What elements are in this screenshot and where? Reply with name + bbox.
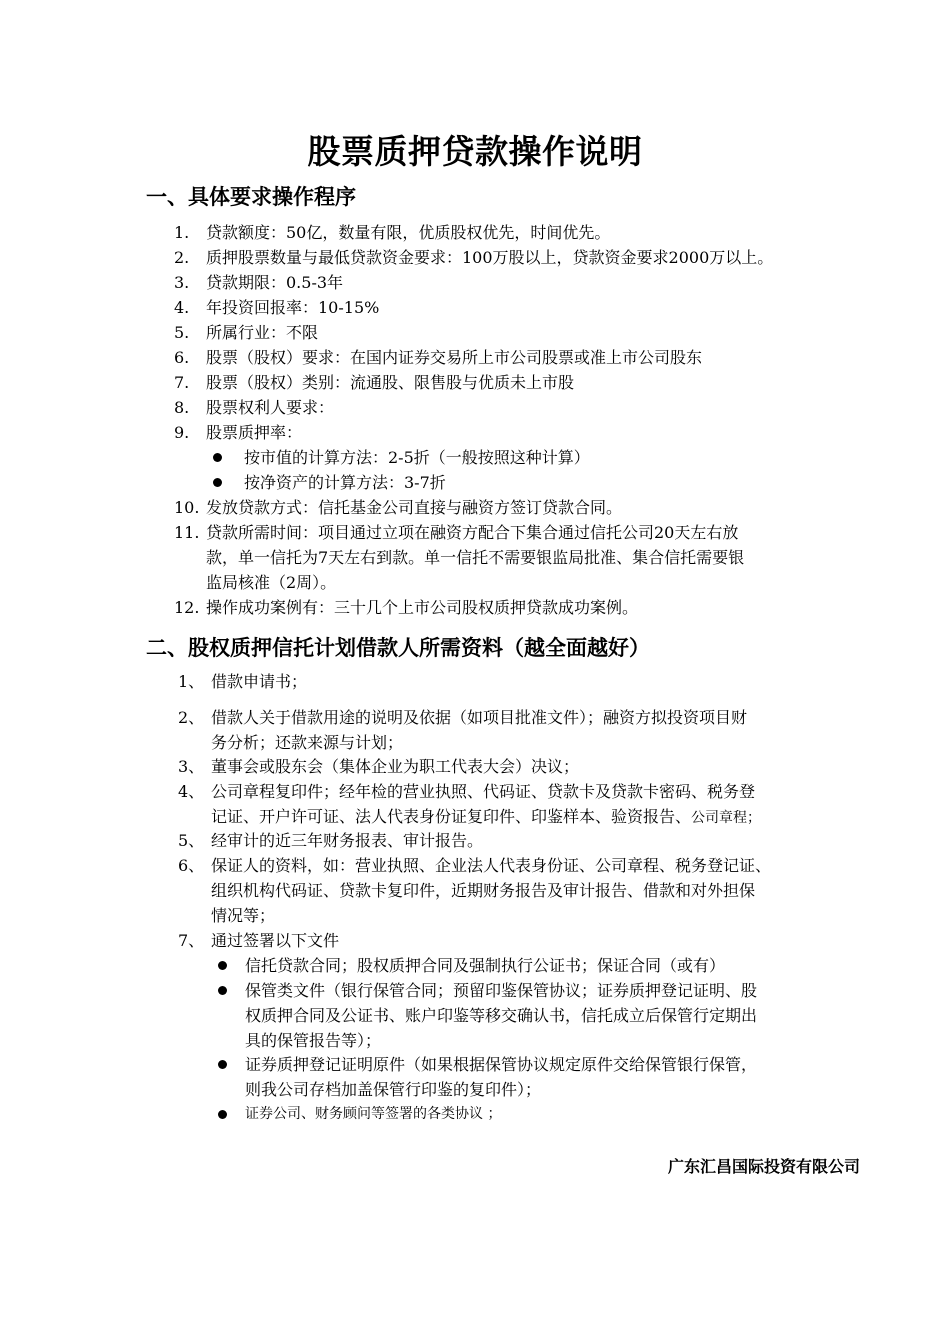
- item-number: 11.: [174, 523, 200, 542]
- item-text-line: 贷款所需时间：项目通过立项在融资方配合下集合通过信托公司20天左右放: [206, 523, 739, 542]
- bullet-text: 保管类文件（银行保管合同；预留印鉴保管协议；证券质押登记证明、股: [245, 981, 758, 1000]
- item-text-line: 保证人的资料，如：营业执照、企业法人代表身份证、公司章程、税务登记证、: [211, 856, 772, 875]
- bullet-text: 证券质押登记证明原件（如果根据保管协议规定原件交给保管银行保管，: [245, 1055, 758, 1074]
- item-text: 股票质押率：: [206, 423, 303, 442]
- bullet-text: 信托贷款合同；股权质押合同及强制执行公证书；保证合同（或有）: [245, 956, 726, 975]
- item-text-line: 情况等；: [211, 906, 276, 925]
- bullet-dot-icon: [213, 453, 222, 462]
- item-text: 股票（股权）要求：在国内证券交易所上市公司股票或准上市公司股东: [206, 348, 703, 367]
- item-number: 5.: [174, 323, 190, 342]
- bullet-dot-icon: [218, 1110, 227, 1119]
- item-text-line: 组织机构代码证、贷款卡复印件，近期财务报告及审计报告、借款和对外担保: [211, 881, 756, 900]
- item-text: 年投资回报率：10-15%: [206, 298, 380, 317]
- section-1-heading: 一、具体要求操作程序: [146, 185, 356, 209]
- item-text: 股票（股权）类别：流通股、限售股与优质未上市股: [206, 373, 575, 392]
- bullet-dot-icon: [218, 986, 227, 995]
- bullet-text: 权质押合同及公证书、账户印鉴等移交确认书，信托成立后保管行定期出: [245, 1006, 758, 1025]
- item-text-line: 务分析；还款来源与计划；: [211, 733, 404, 752]
- item-number: 2、: [178, 708, 205, 727]
- item-number: 4.: [174, 298, 190, 317]
- item-text-line: 借款申请书；: [211, 672, 308, 691]
- item-text: 贷款期限：0.5-3年: [206, 273, 344, 292]
- item-number: 7、: [178, 931, 205, 950]
- item-text-line: 通过签署以下文件: [211, 931, 340, 950]
- item-text: 贷款额度：50亿，数量有限，优质股权优先，时间优先。: [206, 223, 611, 242]
- company-signature: 广东汇昌国际投资有限公司: [667, 1157, 860, 1176]
- item-text: 股票权利人要求：: [206, 398, 335, 417]
- item-text: 质押股票数量与最低贷款资金要求：100万股以上，贷款资金要求2000万以上。: [206, 248, 774, 267]
- item-text-line: 借款人关于借款用途的说明及依据（如项目批准文件）；融资方拟投资项目财: [211, 708, 748, 727]
- bullet-text: 证券公司、财务顾问等签署的各类协议 ；: [245, 1106, 502, 1122]
- item-number: 7.: [174, 373, 190, 392]
- bullet-text: 按市值的计算方法：2-5折（一般按照这种计算）: [244, 448, 590, 467]
- page-title: 股票质押贷款操作说明: [307, 132, 643, 171]
- bullet-text: 则我公司存档加盖保管行印鉴的复印件）；: [245, 1080, 542, 1099]
- item-number: 1、: [178, 672, 205, 691]
- item-text-segment: 记证、开户许可证、法人代表身份证复印件、印鉴样本、验资报告、: [211, 807, 692, 826]
- item-number: 4、: [178, 782, 205, 801]
- item-number: 5、: [178, 831, 205, 850]
- item-number: 8.: [174, 398, 190, 417]
- item-number: 10.: [174, 498, 200, 517]
- item-text: 操作成功案例有：三十几个上市公司股权质押贷款成功案例。: [206, 598, 639, 617]
- item-text-line: 公司章程复印件；经年检的营业执照、代码证、贷款卡及贷款卡密码、税务登: [211, 782, 756, 801]
- item-number: 6、: [178, 856, 205, 875]
- item-text-line: 经审计的近三年财务报表、审计报告。: [211, 831, 484, 850]
- item-text-line: [211, 804, 761, 831]
- item-text: 发放贷款方式：信托基金公司直接与融资方签订贷款合同。: [206, 498, 623, 517]
- item-text-line: 款，单一信托为7天左右到款。单一信托不需要银监局批准、集合信托需要银: [206, 548, 745, 567]
- item-number: 12.: [174, 598, 200, 617]
- item-number: 3.: [174, 273, 190, 292]
- item-number: 3、: [178, 757, 205, 776]
- bullet-text: 具的保管报告等）；: [245, 1031, 382, 1050]
- bullet-dot-icon: [213, 478, 222, 487]
- item-number: 6.: [174, 348, 190, 367]
- item-number: 9.: [174, 423, 190, 442]
- item-number: 1.: [174, 223, 190, 242]
- bullet-dot-icon: [218, 961, 227, 970]
- item-text-line: 董事会或股东会（集体企业为职工代表大会）决议；: [211, 757, 580, 776]
- item-number: 2.: [174, 248, 190, 267]
- item-text-small-segment: 公司章程；: [691, 810, 762, 826]
- bullet-dot-icon: [218, 1060, 227, 1069]
- bullet-text: 按净资产的计算方法：3-7折: [244, 473, 446, 492]
- section-2-heading: 二、股权质押信托计划借款人所需资料（越全面越好）: [146, 636, 650, 660]
- item-text: 所属行业：不限: [206, 323, 319, 342]
- item-text-line: 监局核准（2周）。: [206, 573, 337, 592]
